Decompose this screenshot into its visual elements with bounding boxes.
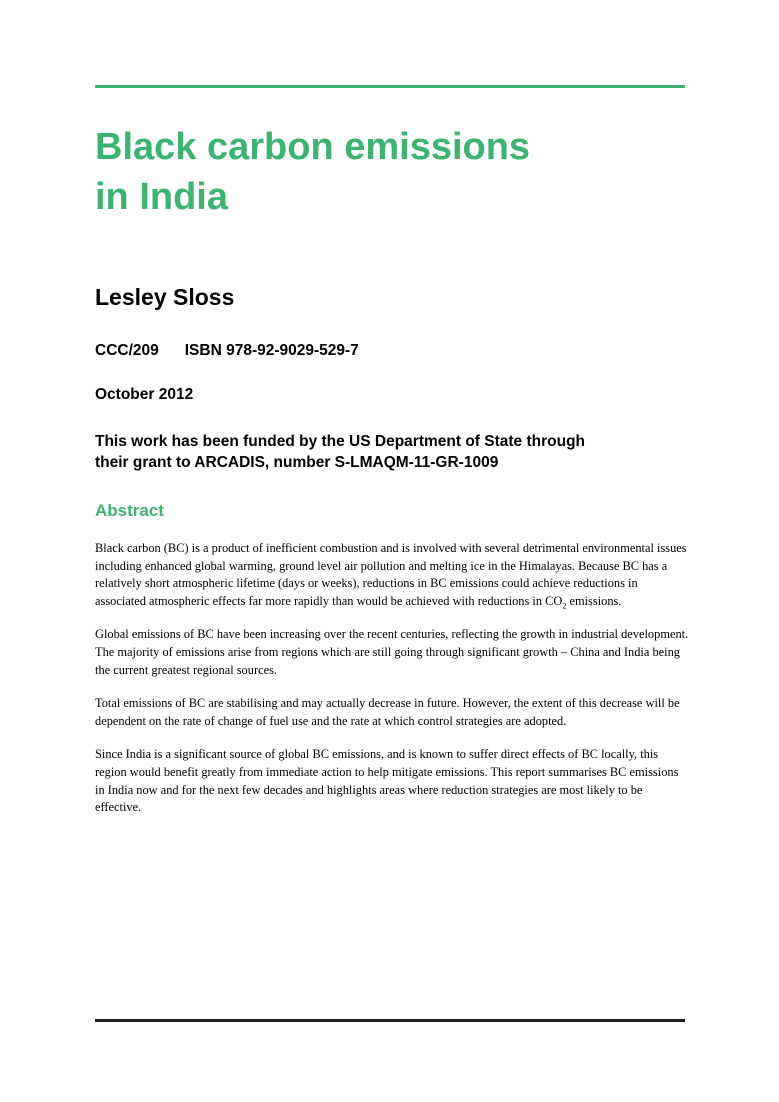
publication-date: October 2012 [95,386,194,403]
isbn: ISBN 978-92-9029-529-7 [184,342,359,359]
abstract-body [95,540,690,833]
abstract-p1-text: Black carbon (BC) is a product of inefficient combustion and is involved with several detrimental environmental issues including enhanced global warming, ground level air pollution and melting ice in the Himalayas. Because BC has a relatively short atmospheric lifetime (days or weeks), reductions in BC emissions could achieve reductions in associated atmospheric effects far more rapidly than would be achieved with reductions in CO [95,541,687,608]
funding-statement [95,431,695,473]
abstract-p1-end: emissions. [566,593,622,608]
title-line-2: in India [95,176,228,218]
funding-line-2: their grant to ARCADIS, number S-LMAQM-11-GR-1009 [95,454,499,471]
abstract-paragraph-2: Global emissions of BC have been increasing over the recent centuries, reflecting the growth in industrial development. The majority of emissions arise from regions which are still going through significant growth – China and India being the current greatest regional sources. [95,627,689,677]
funding-line-1: This work has been funded by the US Department of State through [95,433,586,450]
document-title [95,122,695,222]
abstract-heading: Abstract [95,501,164,520]
co2-subscript: 2 [562,601,567,611]
abstract-paragraph-3: Total emissions of BC are stabilising and may actually decrease in future. However, the extent of this decrease will be dependent on the rate of change of fuel use and the rate at which control strategies are adopted. [95,696,680,728]
abstract-paragraph-1 [95,540,690,610]
report-number: CCC/209 [95,342,159,359]
bottom-rule [95,1019,685,1022]
report-meta [95,341,359,361]
title-line-1: Black carbon emissions [95,126,531,168]
abstract-paragraph-4: Since India is a significant source of global BC emissions, and is known to suffer direct effects of BC locally, this region would benefit greatly from immediate action to help mitigate emissions. This report summarises BC emissions in India now and for the next few decades and highlights areas where reduction strategies are most likely to be effective. [95,747,679,815]
top-rule [95,85,685,88]
author-name: Lesley Sloss [95,284,235,310]
